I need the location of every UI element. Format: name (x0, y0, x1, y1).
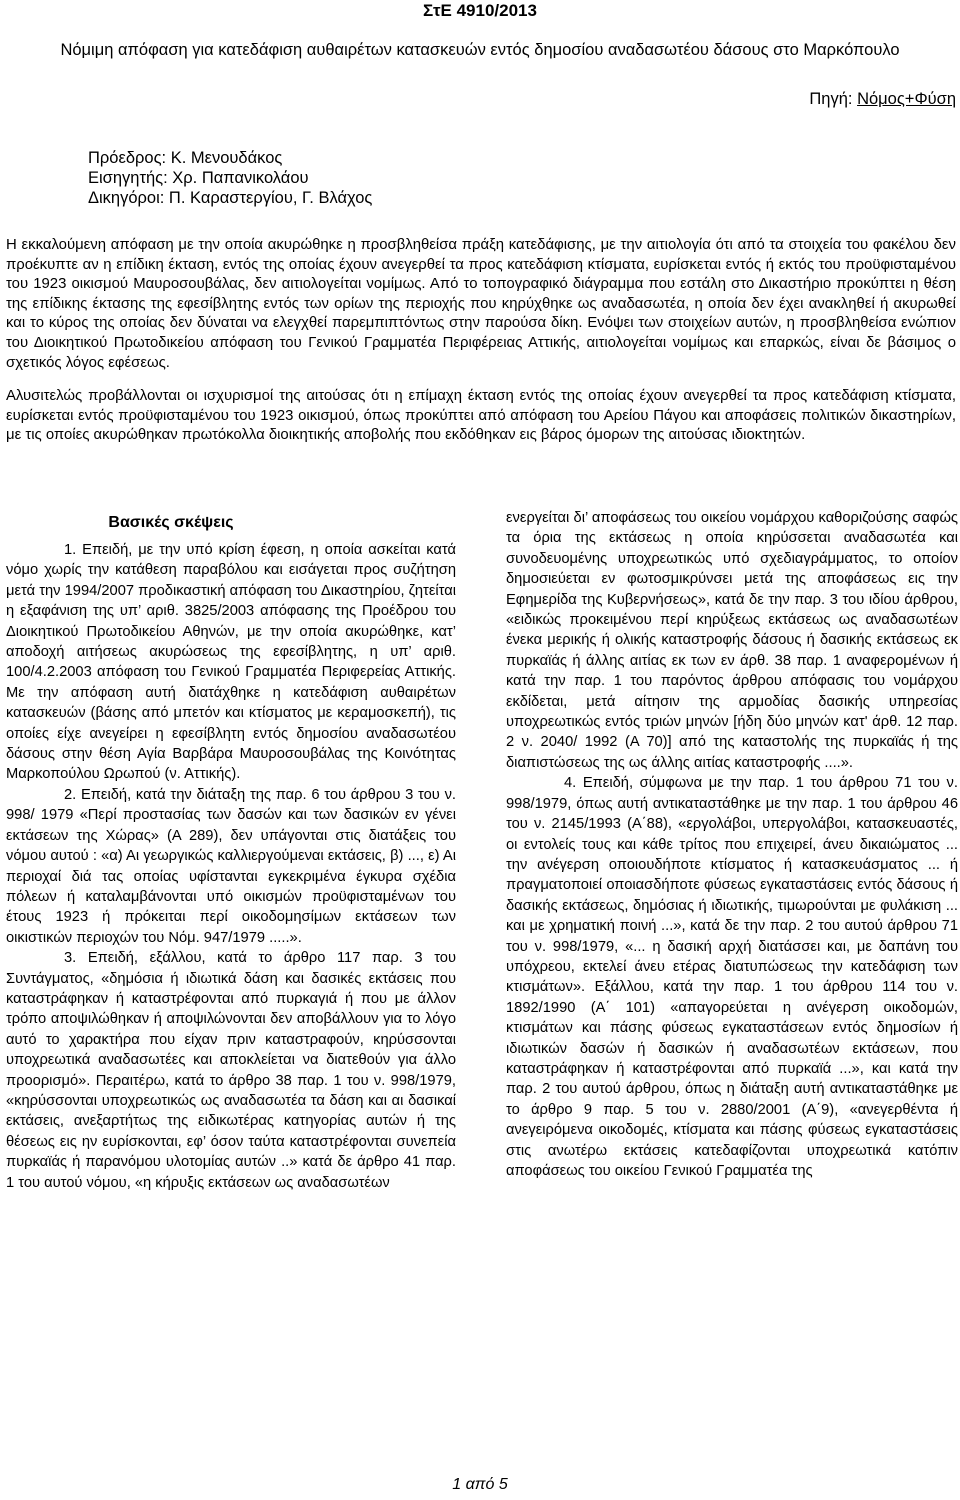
document-id: ΣτΕ 4910/2013 (423, 1, 537, 20)
body-paragraph: 2. Επειδή, κατά την διάταξη της παρ. 6 του άρθρου 3 του ν. 998/ 1979 «Περί προστασίας των δασών και των δασικών εν γένει εκτάσεων της Χώρας» (Α 289), δεν υπάγονται στις διατάξεις του νόμου αυτού : «α) Αι γεωργικώς καλλιεργούμεναι εκτάσεις, β) ..., ε) Αι περιοχαί διά τας οποίας υφίστανται εγκεκριμένα έγκυρα σχέδια πόλεων ή καταλαμβάνονται υπό οικισμών προϋφισταμένων του έτους 1923 ή πρόκειται περί οικοδομησίμων εκτάσεων των οικιστικών περιοχών του Νόμ. 947/1979 .....». (6, 786, 456, 946)
source-label: Πηγή: (809, 90, 853, 108)
rapporteur-line: Εισηγητής: Χρ. Παπανικολάου (88, 169, 309, 187)
body-paragraph: 1. Επειδή, με την υπό κρίση έφεση, η οποία ασκείται κατά νόμο χωρίς την κατάθεση παραβόλου και εισάγεται προς συζήτηση μετά την 1994/2007 προδικαστική απόφαση του Δικαστηρίου, ζητείται η εξαφάνιση της υπ’ αριθ. 3825/2003 απόφασης της Προέδρου του Διοικητικού Πρωτοδικείου Αθηνών, με την οποία ακυρώθηκε, κατ’ αποδοχή αιτήσεως ακυρώσεως της εφεσίβλητης, η υπ’ αριθ. 100/4.2.2003 απόφαση του Γενικού Γραμματέα Περιφερείας Αττικής. Με την απόφαση αυτή διατάχθηκε η κατεδάφιση αυθαιρέτων κατασκευών (βάσης από μπετόν και κτίσματος με κεραμοσκεπή), τις οποίες είχε ανεγείρει η εφεσίβλητη εντός δημοσίου αναδασωτέου δάσους στην θέση Αγία Βαρβάρα Μαυροσουβάλας της Κοινότητας Μαρκοπούλου Ωρωπού (ν. Αττικής). (6, 542, 456, 783)
right-column (506, 508, 958, 1181)
source-link[interactable]: Νόμος+Φύση (857, 90, 956, 108)
left-column (6, 508, 456, 1193)
body-paragraph: ενεργείται δι’ αποφάσεως του οικείου νομάρχου καθοριζούσης σαφώς τα όρια της εκτάσεως η οποία κηρύσσεται αναδασωτέα και συνοδευομένης υποχρεωτικώς υπό σχεδιαγράμματος, το οποίον δημοσιεύεται εν φωτοσμικρύνσει μετά της αποφάσεως εις την Εφημερίδα της Κυβερνήσεως», κατά δε την παρ. 3 του ιδίου άρθρου, «ειδικώς προκειμένου περί κηρύξεως εκτάσεως ως αναδασωτέων ένεκα μερικής ή ολικής καταστροφής δάσους ή δασικής εκτάσεως εκ πυρκαϊάς ή άλλης αιτίας εκ των εν άρθ. 38 παρ. 1 αναφερομένων ή κατά την παρ. 1 του παρόντος άρθρου απόφασις του νομάρχου εκδίδεται, μετά αίτησιν της αρμοδίας δασικής υπηρεσίας υποχρεωτικώς εντός τριών μηνών [ήδη δύο μηνών κατ' άρθ. 12 παρ. 2 ν. 2040/ 1992 (Α 70)] από της καταστολής της πυρκαϊάς ή της διαπιστώσεως της ως άλλης αιτίας καταστροφής ....». (506, 510, 958, 771)
body-paragraph: 4. Επειδή, σύμφωνα με την παρ. 1 του άρθρου 71 του ν. 998/1979, όπως αυτή αντικαταστάθηκε με την παρ. 1 του άρθρου 46 του ν. 2145/1993 (Α΄88), «εργολάβοι, υπεργολάβοι, κατασκευαστές, οι εντολείς τους και κάθε τρίτος που επιχειρεί, άνευ δικαιώματος ... την ανέγερση οποιουδήποτε κτίσματος ή κατασκευάσματος ... ή πραγματοποιεί οποιασδήποτε φύσεως εγκαταστάσεις εντός δάσους ή δασικής εκτάσεως, δημόσιας ή ιδιωτικής, τιμωρούνται με φυλάκιση ... και με χρηματική ποινή ...», κατά δε την παρ. 2 του αυτού άρθρου 71 του ν. 998/1979, «... η δασική αρχή διατάσσει και, με δαπάνη του υπόχρεου, εκτελεί άνευ ετέρας διατυπώσεως την κατεδάφιση των κτισμάτων». Εξάλλου, κατά την παρ. 1 του άρθρου 114 του ν. 1892/1990 (Α΄ 101) «απαγορεύεται η ανέγερση οικοδομών, κτισμάτων και πάσης φύσεως εγκαταστάσεων εντός δημοσίων ή ιδιωτικών δασών ή δασικών ή αναδασωτέων εκτάσεων, που καταστράφηκαν ή καταστρέφονται από πυρκαϊά ...», και κατά την παρ. 2 του αυτού άρθρου, όπως η διάταξη αυτή αντικαταστάθηκε με το άρθρο 9 παρ. 5 του ν. 2880/2001 (Α΄9), «ανεγερθέντα ή ανεγειρόμενα οικοδομές, κτίσματα και πάσης φύσεως εγκαταστάσεις στις ανωτέρω εκτάσεις κατεδαφίζονται υποχρεωτικά κατόπιν αποφάσεως του οικείου Γενικού Γραμματέα της (506, 775, 958, 1179)
source-line (809, 88, 956, 110)
summary-paragraph: Η εκκαλούμενη απόφαση με την οποία ακυρώθηκε η προσβληθείσα πράξη κατεδάφισης, με την αιτιολογία ότι από τα στοιχεία του φακέλου δεν προέκυπτε αν η επίδικη έκταση, εντός της οποίας έχουν ανεγερθεί τα προς κατεδάφιση κτίσματα, ευρίσκεται εντός ή εκτός του προϋφισταμένου του 1923 οικισμού Μαυροσουβάλας, δεν αιτιολογείται νομίμως. Από το τοπογραφικό διάγραμμα που εστάλη στο Δικαστήριο προκύπτει η θέση της επίδικης έκτασης της εφεσίβλητης εντός των ορίων της περιοχής που κηρύχθηκε ως αναδασωτέα, η οποία δεν έχει ανακληθεί ή ακυρωθεί και το κύρος της οποίας δεν δύναται να ελεγχθεί παρεμπιπτόντως στην παρούσα δίκη. Ενόψει των στοιχείων αυτών, η προσβληθείσα ενώπιον του Διοικητικού Πρωτοδικείου απόφαση του Γενικού Γραμματέα Περιφέρειας Αττικής, αιτιολογείται νομίμως και επαρκώς, είναι δε βάσιμος ο σχετικός λόγος εφέσεως. (6, 237, 956, 371)
president-line: Πρόεδρος: Κ. Μενουδάκος (88, 149, 283, 167)
summary-block (6, 236, 956, 460)
credits-block (88, 148, 372, 208)
page-number: 1 από 5 (452, 1476, 508, 1493)
body-paragraph: 3. Επειδή, εξάλλου, κατά το άρθρο 117 παρ. 3 του Συντάγματος, «δημόσια ή ιδιωτικά δάση και δασικές εκτάσεις που καταστράφηκαν ή καταστρέφονται από πυρκαγιά ή που με άλλον τρόπο αποψιλώθηκαν ή αποψιλώνονται δεν αποβάλλουν για το λόγο αυτό το χαρακτήρα που είχαν πριν καταστραφούν, κηρύσσονται υποχρεωτικά αναδασωτέες και αποκλείεται να διατεθούν για άλλο προορισμό». Περαιτέρω, κατά το άρθρο 38 παρ. 1 του ν. 998/1979, «κηρύσσονται υποχρεωτικώς ως αναδασωτέα τα δάση και αι δασικαί εκτάσεις, ανεξαρτήτως της ειδικωτέρας κατηγορίας αυτών ή της θέσεως εις ην ευρίσκονται, εφ’ όσον ταύτα καταστρέφονται συνεπεία πυρκαϊάς ή παρανόμου υλοτομίας αυτών ..» κατά δε άρθρο 41 παρ. 1 του αυτού νόμου, «η κήρυξις εκτάσεων ως αναδασωτέων (6, 950, 456, 1191)
document-title: Νόμιμη απόφαση για κατεδάφιση αυθαιρέτων κατασκευών εντός δημοσίου αναδασωτέου δάσους στο Μαρκόπουλο (60, 41, 900, 59)
summary-paragraph: Αλυσιτελώς προβάλλονται οι ισχυρισμοί της αιτούσας ότι η επίμαχη έκταση εντός της οποίας έχουν ανεγερθεί τα προς κατεδάφιση κτίσματα, ευρίσκεται εντός προϋφισταμένου του 1923 οικισμού, όπως προκύπτει από απόφαση του Αρείου Πάγου και αποφάσεις πολιτικών δικαστηρίων, με τις οποίες ακυρώθηκαν πρωτόκολλα διοικητικής αποβολής που εκδόθηκαν εις βάρος όμορων της αιτούσας ιδιοκτητών. (6, 388, 956, 444)
lawyers-line: Δικηγόροι: Π. Καραστεργίου, Γ. Βλάχος (88, 189, 373, 207)
section-heading: Βασικές σκέψεις (108, 514, 234, 531)
